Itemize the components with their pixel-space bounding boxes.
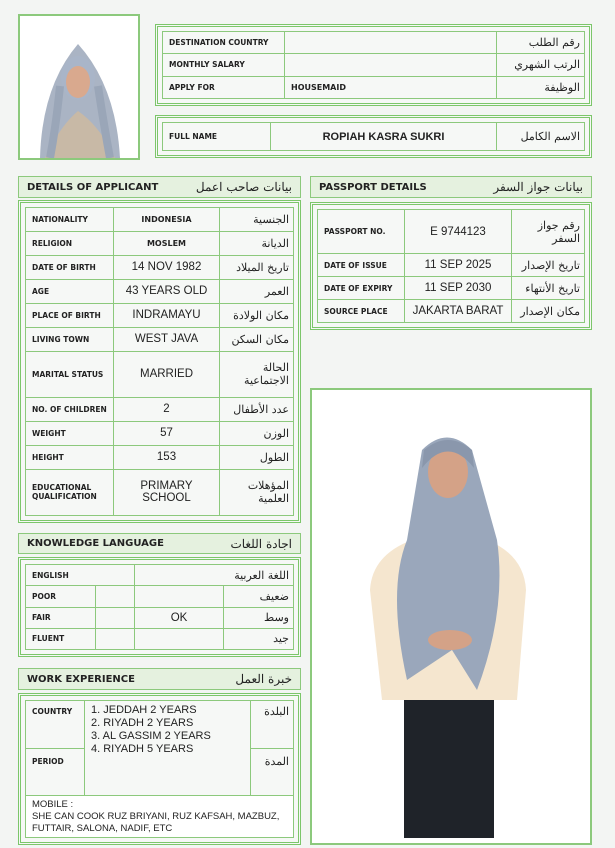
field-label-ar: عدد الأطفال (220, 397, 294, 421)
monthly-salary-value (285, 54, 497, 76)
field-label-ar: الحالة الاجتماعية (220, 351, 294, 397)
arabic-level-cell (135, 628, 224, 649)
field-label: DATE OF EXPIRY (318, 277, 405, 300)
passport-details-table (310, 202, 592, 330)
field-value: WEST JAVA (114, 327, 220, 351)
field-label-ar: مكان السكن (220, 327, 294, 351)
label-ar: الاسم الكامل (497, 123, 585, 151)
table-row (163, 123, 585, 151)
level-label: POOR (26, 586, 96, 607)
table-row (26, 628, 294, 649)
label-ar: الرتب الشهري (497, 54, 585, 76)
language-table (18, 557, 301, 657)
field-value: 57 (114, 421, 220, 445)
table-row (318, 254, 585, 277)
field-label: HEIGHT (26, 445, 114, 469)
field-value: 153 (114, 445, 220, 469)
language-section-header (18, 533, 301, 554)
level-label: FLUENT (26, 628, 96, 649)
field-label-ar: الديانة (220, 231, 294, 255)
field-label: EDUCATIONAL QUALIFICATION (26, 469, 114, 515)
applicant-section-header (18, 176, 301, 198)
full-name-value: ROPIAH KASRA SUKRI (271, 123, 497, 151)
arabic-level-cell: OK (135, 607, 224, 628)
applicant-photo-small (18, 14, 140, 160)
field-label: MARITAL STATUS (26, 351, 114, 397)
table-row (318, 210, 585, 254)
table-row (26, 279, 294, 303)
table-row (318, 300, 585, 323)
table-row (26, 255, 294, 279)
table-row (26, 351, 294, 397)
english-level-cell (96, 628, 135, 649)
work-entry: 2. RIYADH 2 YEARS (91, 717, 194, 729)
arabic-level-cell (135, 586, 224, 607)
english-level-cell (96, 607, 135, 628)
table-row (26, 303, 294, 327)
field-label-ar: مكان الإصدار (512, 300, 585, 323)
field-value: 2 (114, 397, 220, 421)
table-row (26, 469, 294, 515)
field-label: AGE (26, 279, 114, 303)
section-title-ar: بيانات صاحب اعمل (195, 180, 292, 194)
field-label: PASSPORT NO. (318, 210, 405, 254)
field-value: 11 SEP 2030 (405, 277, 512, 300)
table-row (318, 277, 585, 300)
field-label: NO. OF CHILDREN (26, 397, 114, 421)
field-label: WEIGHT (26, 421, 114, 445)
english-header: ENGLISH (26, 565, 135, 586)
field-label-ar: المؤهلات العلمية (220, 469, 294, 515)
country-label: COUNTRY (26, 701, 85, 749)
field-value: JAKARTA BARAT (405, 300, 512, 323)
section-title: PASSPORT DETAILS (319, 181, 427, 193)
applicant-details-table (18, 200, 301, 523)
period-label: PERIOD (26, 749, 85, 796)
label: APPLY FOR (163, 76, 285, 98)
label: DESTINATION COUNTRY (163, 32, 285, 54)
field-label: PLACE OF BIRTH (26, 303, 114, 327)
application-info-table (155, 24, 592, 106)
level-label: FAIR (26, 607, 96, 628)
field-label-ar: مكان الولادة (220, 303, 294, 327)
work-entry: 1. JEDDAH 2 YEARS (91, 704, 197, 716)
table-row (26, 701, 294, 749)
applicant-photo-full (310, 388, 592, 845)
level-label-ar: وسط (224, 607, 294, 628)
field-value: MARRIED (114, 351, 220, 397)
work-experience-table (18, 693, 301, 845)
section-title: KNOWLEDGE LANGUAGE (27, 538, 164, 549)
table-row (26, 327, 294, 351)
table-row (26, 586, 294, 607)
field-label-ar: الوزن (220, 421, 294, 445)
level-label-ar: ضعيف (224, 586, 294, 607)
field-label-ar: تاريخ الأنتهاء (512, 277, 585, 300)
field-value: 14 NOV 1982 (114, 255, 220, 279)
section-title-ar: اجادة اللغات (230, 536, 292, 551)
section-title: WORK EXPERIENCE (27, 673, 135, 685)
table-row (26, 796, 294, 838)
label-ar: الوظيفة (497, 76, 585, 98)
country-label-ar: البلدة (251, 701, 294, 749)
label: MONTHLY SALARY (163, 54, 285, 76)
field-value: INDONESIA (114, 208, 220, 232)
work-entries (85, 701, 251, 796)
work-entry: 4. RIYADH 5 YEARS (91, 743, 194, 755)
field-label-ar: تاريخ الإصدار (512, 254, 585, 277)
table-row (26, 231, 294, 255)
table-row (26, 445, 294, 469)
field-label-ar: الجنسية (220, 208, 294, 232)
field-label: LIVING TOWN (26, 327, 114, 351)
section-title-ar: خبرة العمل (235, 672, 292, 686)
arabic-header: اللغة العربية (135, 565, 294, 586)
passport-section-header (310, 176, 592, 198)
field-label: SOURCE PLACE (318, 300, 405, 323)
table-row (26, 607, 294, 628)
section-title: DETAILS OF APPLICANT (27, 181, 159, 193)
section-title-ar: بيانات جواز السفر (493, 180, 583, 194)
field-value: E 9744123 (405, 210, 512, 254)
table-row (26, 397, 294, 421)
field-value: INDRAMAYU (114, 303, 220, 327)
cooking-skills-note: SHE CAN COOK RUZ BRIYANI, RUZ KAFSAH, MAZBUZ, FUTTAIR, SALONA, NADIF, ETC (32, 810, 280, 834)
notes-cell (26, 796, 294, 838)
label: FULL NAME (163, 123, 271, 151)
field-label-ar: العمر (220, 279, 294, 303)
field-value: 43 YEARS OLD (114, 279, 220, 303)
level-label-ar: جيد (224, 628, 294, 649)
mobile-label: MOBILE : (32, 798, 74, 810)
label-ar: رقم الطلب (497, 32, 585, 54)
field-label: NATIONALITY (26, 208, 114, 232)
period-label-ar: المدة (251, 749, 294, 796)
field-value: MOSLEM (114, 231, 220, 255)
field-value: 11 SEP 2025 (405, 254, 512, 277)
field-value: PRIMARY SCHOOL (114, 469, 220, 515)
work-entry: 3. AL GASSIM 2 YEARS (91, 730, 211, 742)
english-level-cell (96, 586, 135, 607)
table-row (26, 421, 294, 445)
apply-for-value: HOUSEMAID (285, 76, 497, 98)
field-label-ar: رقم جواز السفر (512, 210, 585, 254)
table-row (163, 32, 585, 54)
field-label: DATE OF BIRTH (26, 255, 114, 279)
table-row (26, 208, 294, 232)
field-label-ar: الطول (220, 445, 294, 469)
table-row (26, 565, 294, 586)
field-label: RELIGION (26, 231, 114, 255)
work-section-header (18, 668, 301, 690)
field-label: DATE OF ISSUE (318, 254, 405, 277)
table-row (163, 54, 585, 76)
full-name-table (155, 115, 592, 158)
destination-country-value (285, 32, 497, 54)
table-row (163, 76, 585, 98)
field-label-ar: تاريخ الميلاد (220, 255, 294, 279)
